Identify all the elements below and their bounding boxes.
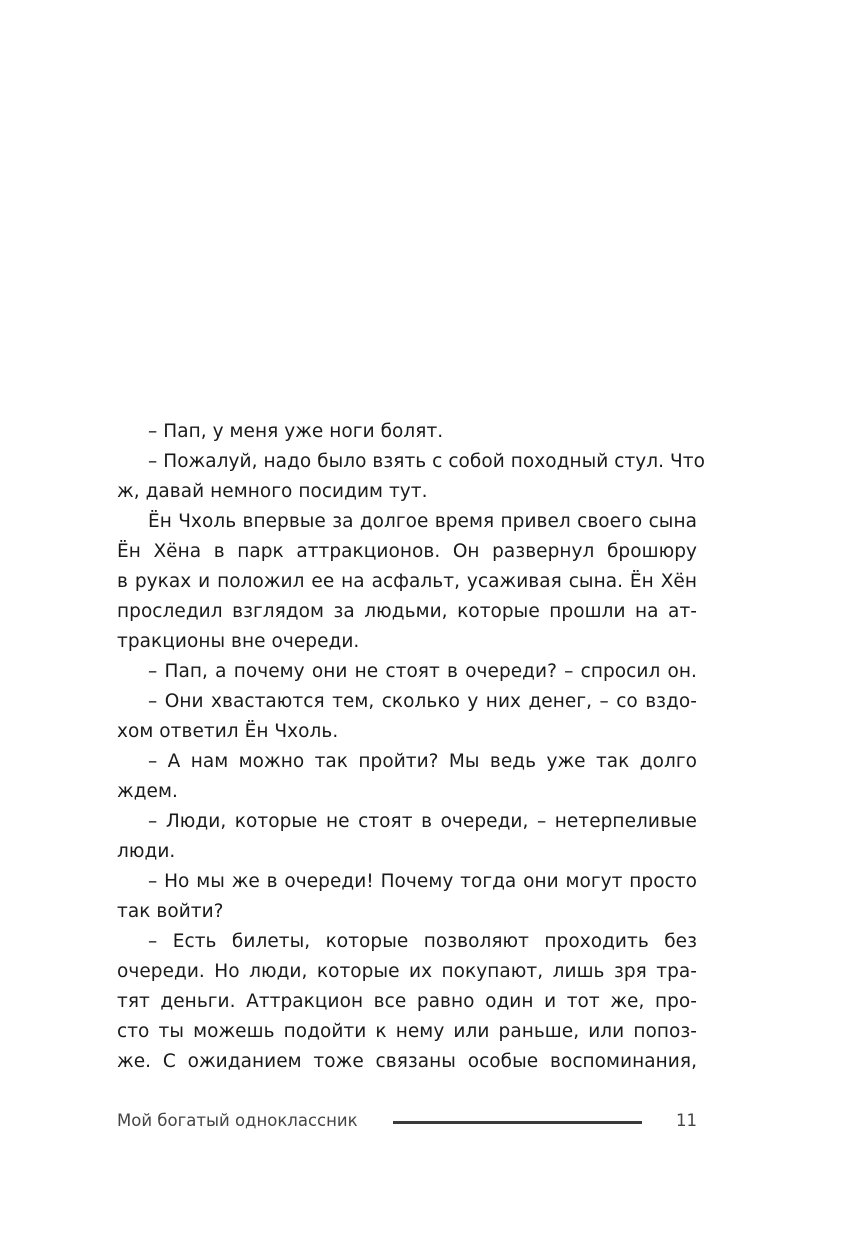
text-line: – Пожалуй, надо было взять с собой походный стул. Что [148,451,705,472]
text-line: ж, давай немного посидим тут. [117,481,428,502]
text-line: – А нам можно так пройти? Мы ведь уже так долго [148,751,697,772]
text-line: очереди. Но люди, которые их покупают, лишь зря тра- [117,961,697,982]
text-line: хом ответил Ён Чхоль. [117,721,339,742]
text-line: – Они хвастаются тем, сколько у них денег, – со вздо- [148,691,697,712]
book-title: Мой богатый одноклассник [117,1111,358,1130]
text-line: так войти? [117,901,224,922]
text-line: – Но мы же в очереди! Почему тогда они могут просто [148,871,697,892]
text-line: – Люди, которые не стоят в очереди, – нетерпеливые [148,811,697,832]
text-line: же. С ожиданием тоже связаны особые воспоминания, [117,1051,697,1072]
text-line: тят деньги. Аттракцион все равно один и тот же, про- [117,991,697,1012]
text-line: сто ты можешь подойти к нему или раньше, или попоз- [117,1021,697,1042]
text-line: тракционы вне очереди. [117,631,360,652]
text-line: Ён Чхоль впервые за долгое время привел своего сына [148,511,697,532]
text-line: – Пап, у меня уже ноги болят. [148,421,444,442]
text-line: в руках и положил ее на асфальт, усаживая сына. Ён Хён [117,571,697,592]
text-line: люди. [117,841,176,862]
text-line: проследил взглядом за людьми, которые прошли на ат- [117,601,697,622]
footer-divider [393,1121,642,1124]
text-line: – Есть билеты, которые позволяют проходить без [148,931,697,952]
body-text [117,417,705,1077]
page-number: 11 [676,1111,697,1130]
text-line: ждем. [117,781,178,802]
text-line: – Пап, а почему они не стоят в очереди? – спросил он. [148,661,697,682]
page-footer [117,1106,697,1136]
text-line: Ён Хёна в парк аттракционов. Он развернул брошюру [117,541,697,562]
